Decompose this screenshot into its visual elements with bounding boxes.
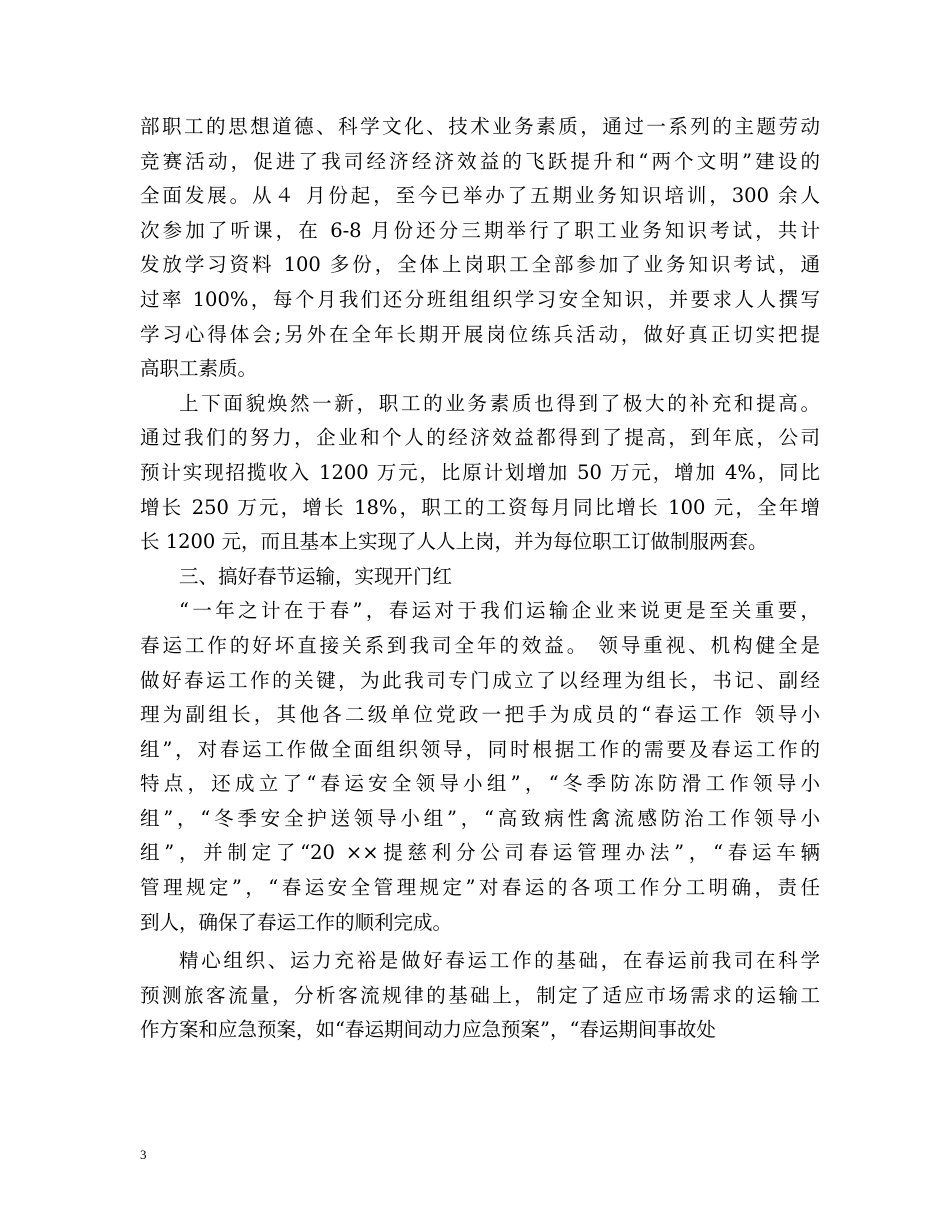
text-line: 预计实现招揽收入 1200 万元，比原计划增加 50 万元，增加 4%，同比 [140, 460, 820, 484]
text-line: 竞赛活动，促进了我司经济经济效益的飞跃提升和“两个文明”建设的 [140, 149, 820, 173]
text-line: 过率 100%，每个月我们还分班组组织学习安全知识，并要求人人撰写 [140, 287, 820, 311]
text-line: 到人，确保了春运工作的顺利完成。 [140, 910, 453, 934]
text-line: 长 1200 元，而且基本上实现了人人上岗，并为每位职工订做制服两套。 [140, 530, 768, 554]
text-line: 次参加了听课，在 6-8 月份还分三期举行了职工业务知识考试，共计 [140, 218, 820, 242]
paragraph [140, 110, 820, 387]
text-line: 全面发展。从４ 月份起，至今已举办了五期业务知识培训，300 余人 [140, 184, 820, 208]
text-line: 春运工作的好坏直接关系到我司全年的效益。 领导重视、机构健全是 [140, 633, 820, 657]
paragraph [140, 387, 820, 560]
text-line: 上下面貌焕然一新，职工的业务素质也得到了极大的补充和提高。 [179, 391, 820, 415]
text-line: 部职工的思想道德、科学文化、技术业务素质，通过一系列的主题劳动 [140, 115, 820, 138]
text-line: 精心组织、运力充裕是做好春运工作的基础，在春运前我司在科学 [179, 949, 820, 973]
text-line: 预测旅客流量，分析客流规律的基础上，制定了适应市场需求的运输工 [140, 983, 820, 1007]
text-line: “一年之计在于春”，春运对于我们运输企业来说更是至关重要， [179, 599, 820, 623]
text-line: 理为副组长，其他各二级单位党政一把手为成员的“春运工作 领导小 [140, 703, 820, 727]
text-line: 组”，对春运工作做全面组织领导，同时根据工作的需要及春运工作的 [140, 737, 820, 761]
text-line: 通过我们的努力，企业和个人的经济效益都得到了提高，到年底，公司 [140, 426, 820, 450]
text-line: 高职工素质。 [140, 357, 258, 381]
text-line: 三、搞好春节运输，实现开门红 [179, 564, 453, 588]
text-line: 作方案和应急预案，如“春运期间动力应急预案”，“春运期间事故处 [140, 1018, 716, 1042]
text-line: 增长 250 万元，增长 18%，职工的工资每月同比增长 100 元，全年增 [140, 495, 820, 519]
text-line: 学习心得体会;另外在全年长期开展岗位练兵活动，做好真正切实把提 [140, 322, 820, 346]
paragraph [140, 944, 820, 1048]
page-number: 3 [140, 1147, 147, 1162]
text-line: 做好春运工作的关键，为此我司专门成立了以经理为组长，书记、副经 [140, 668, 820, 692]
text-line: 组”，“冬季安全护送领导小组”，“高致病性禽流感防治工作领导小 [140, 806, 820, 830]
text-line: 管理规定”，“春运安全管理规定”对春运的各项工作分工明确，责任 [140, 876, 820, 900]
paragraph [140, 594, 820, 940]
text-line: 组”，并制定了“20 ××提慈利分公司春运管理办法”，“春运车辆 [140, 841, 820, 865]
text-line: 特点，还成立了“春运安全领导小组”，“冬季防冻防滑工作领导小 [140, 772, 820, 796]
paragraph [140, 560, 820, 595]
text-line: 发放学习资料 100 多份，全体上岗职工全部参加了业务知识考试，通 [140, 253, 820, 277]
document-body [140, 110, 820, 1048]
